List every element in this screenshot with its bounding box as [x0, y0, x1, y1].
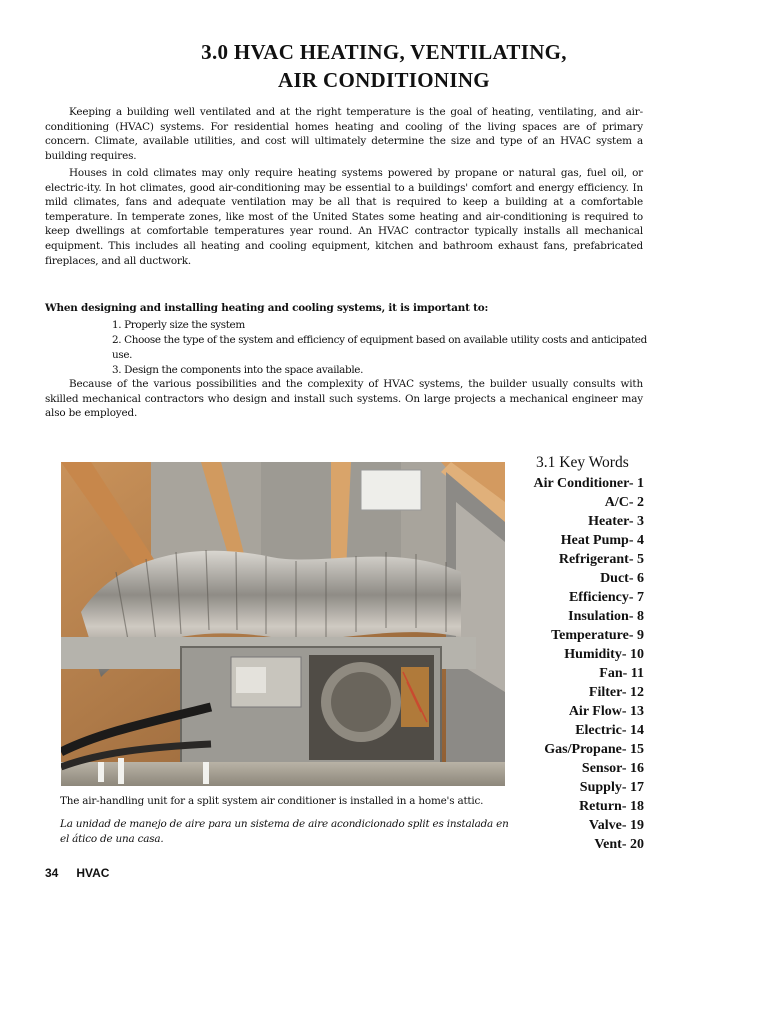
design-steps-list [112, 318, 652, 378]
key-word-item: Vent- 20 [594, 837, 644, 852]
design-step: 3. Design the components into the space available. [112, 364, 364, 376]
intro-paragraph-2: Houses in cold climates may only require heating systems powered by propane or natural gas, fuel oil, or electric-ity. In hot climates, good air-conditioning may be essential to a buildings' comfort and energy efficiency. In mild climates, fans and adequate ventilation may be all that is required to keep a building at a comfortable temperature. In temperate zones, like most of the United States some heating and air-conditioning is required to keep dwellings at comfortable temperatures year round. An HVAC contractor typically installs all mechanical equipment. This includes all heating and cooling equipment, kitchen and bathroom exhaust fans, prefabricated fireplaces, and all ductwork. [45, 167, 643, 267]
key-word-item: Air Conditioner- 1 [533, 476, 644, 491]
key-word-item: Heat Pump- 4 [560, 533, 644, 548]
key-word-item: Sensor- 16 [581, 761, 644, 776]
key-words-heading: 3.1 Key Words [536, 454, 629, 471]
photo-caption-spanish: La unidad de manejo de aire para un sistema de aire acondicionado split es instalada en el ático de una casa. [60, 818, 509, 845]
page-title-line-2: AIR CONDITIONING [278, 68, 490, 92]
key-word-item: Efficiency- 7 [568, 590, 644, 605]
key-word-item: Supply- 17 [579, 780, 644, 795]
footer-section-name: HVAC [76, 866, 110, 880]
page-title-line-1: 3.0 HVAC HEATING, VENTILATING, [201, 40, 567, 64]
key-word-item: Gas/Propane- 15 [544, 742, 644, 757]
intro-paragraph-1: Keeping a building well ventilated and at the right temperature is the goal of heating, ventilating, and air-conditioning (HVAC) systems. For residential homes heating and cooling of the living spaces are of primary concern. Climate, available utilities, and cost will ultimately determine the size and type of an HVAC system a building requires. [45, 106, 643, 162]
attic-photo-illustration [61, 462, 505, 786]
key-word-item: Return- 18 [579, 799, 644, 814]
design-step: 1. Properly size the system [112, 319, 245, 331]
key-word-item: Duct- 6 [600, 571, 644, 586]
design-heading: When designing and installing heating and cooling systems, it is important to: [45, 302, 489, 314]
key-word-item: Electric- 14 [575, 723, 644, 738]
key-words-list [534, 474, 644, 854]
key-word-item: Valve- 19 [588, 818, 644, 833]
key-word-item: Humidity- 10 [564, 647, 644, 662]
key-word-item: Filter- 12 [588, 685, 644, 700]
key-word-item: Refrigerant- 5 [558, 552, 644, 567]
key-word-item: Insulation- 8 [568, 609, 644, 624]
page-number: 34 [45, 866, 59, 880]
attic-air-handler-photo [61, 462, 505, 786]
key-word-item: Temperature- 9 [551, 628, 644, 643]
photo-caption-english: The air-handling unit for a split system air conditioner is installed in a home's attic. [60, 795, 484, 807]
design-step: 2. Choose the type of the system and efficiency of equipment based on available utility costs and anticipated use. [112, 334, 647, 361]
closing-paragraph: Because of the various possibilities and the complexity of HVAC systems, the builder usually consults with skilled mechanical contractors who design and install such systems. On large projects a mechanical engineer may also be employed. [45, 378, 643, 420]
key-word-item: A/C- 2 [604, 495, 644, 510]
key-word-item: Fan- 11 [599, 666, 644, 681]
page-title [0, 38, 768, 94]
key-word-item: Air Flow- 13 [568, 704, 644, 719]
page-footer [45, 866, 109, 880]
key-word-item: Heater- 3 [588, 514, 644, 529]
